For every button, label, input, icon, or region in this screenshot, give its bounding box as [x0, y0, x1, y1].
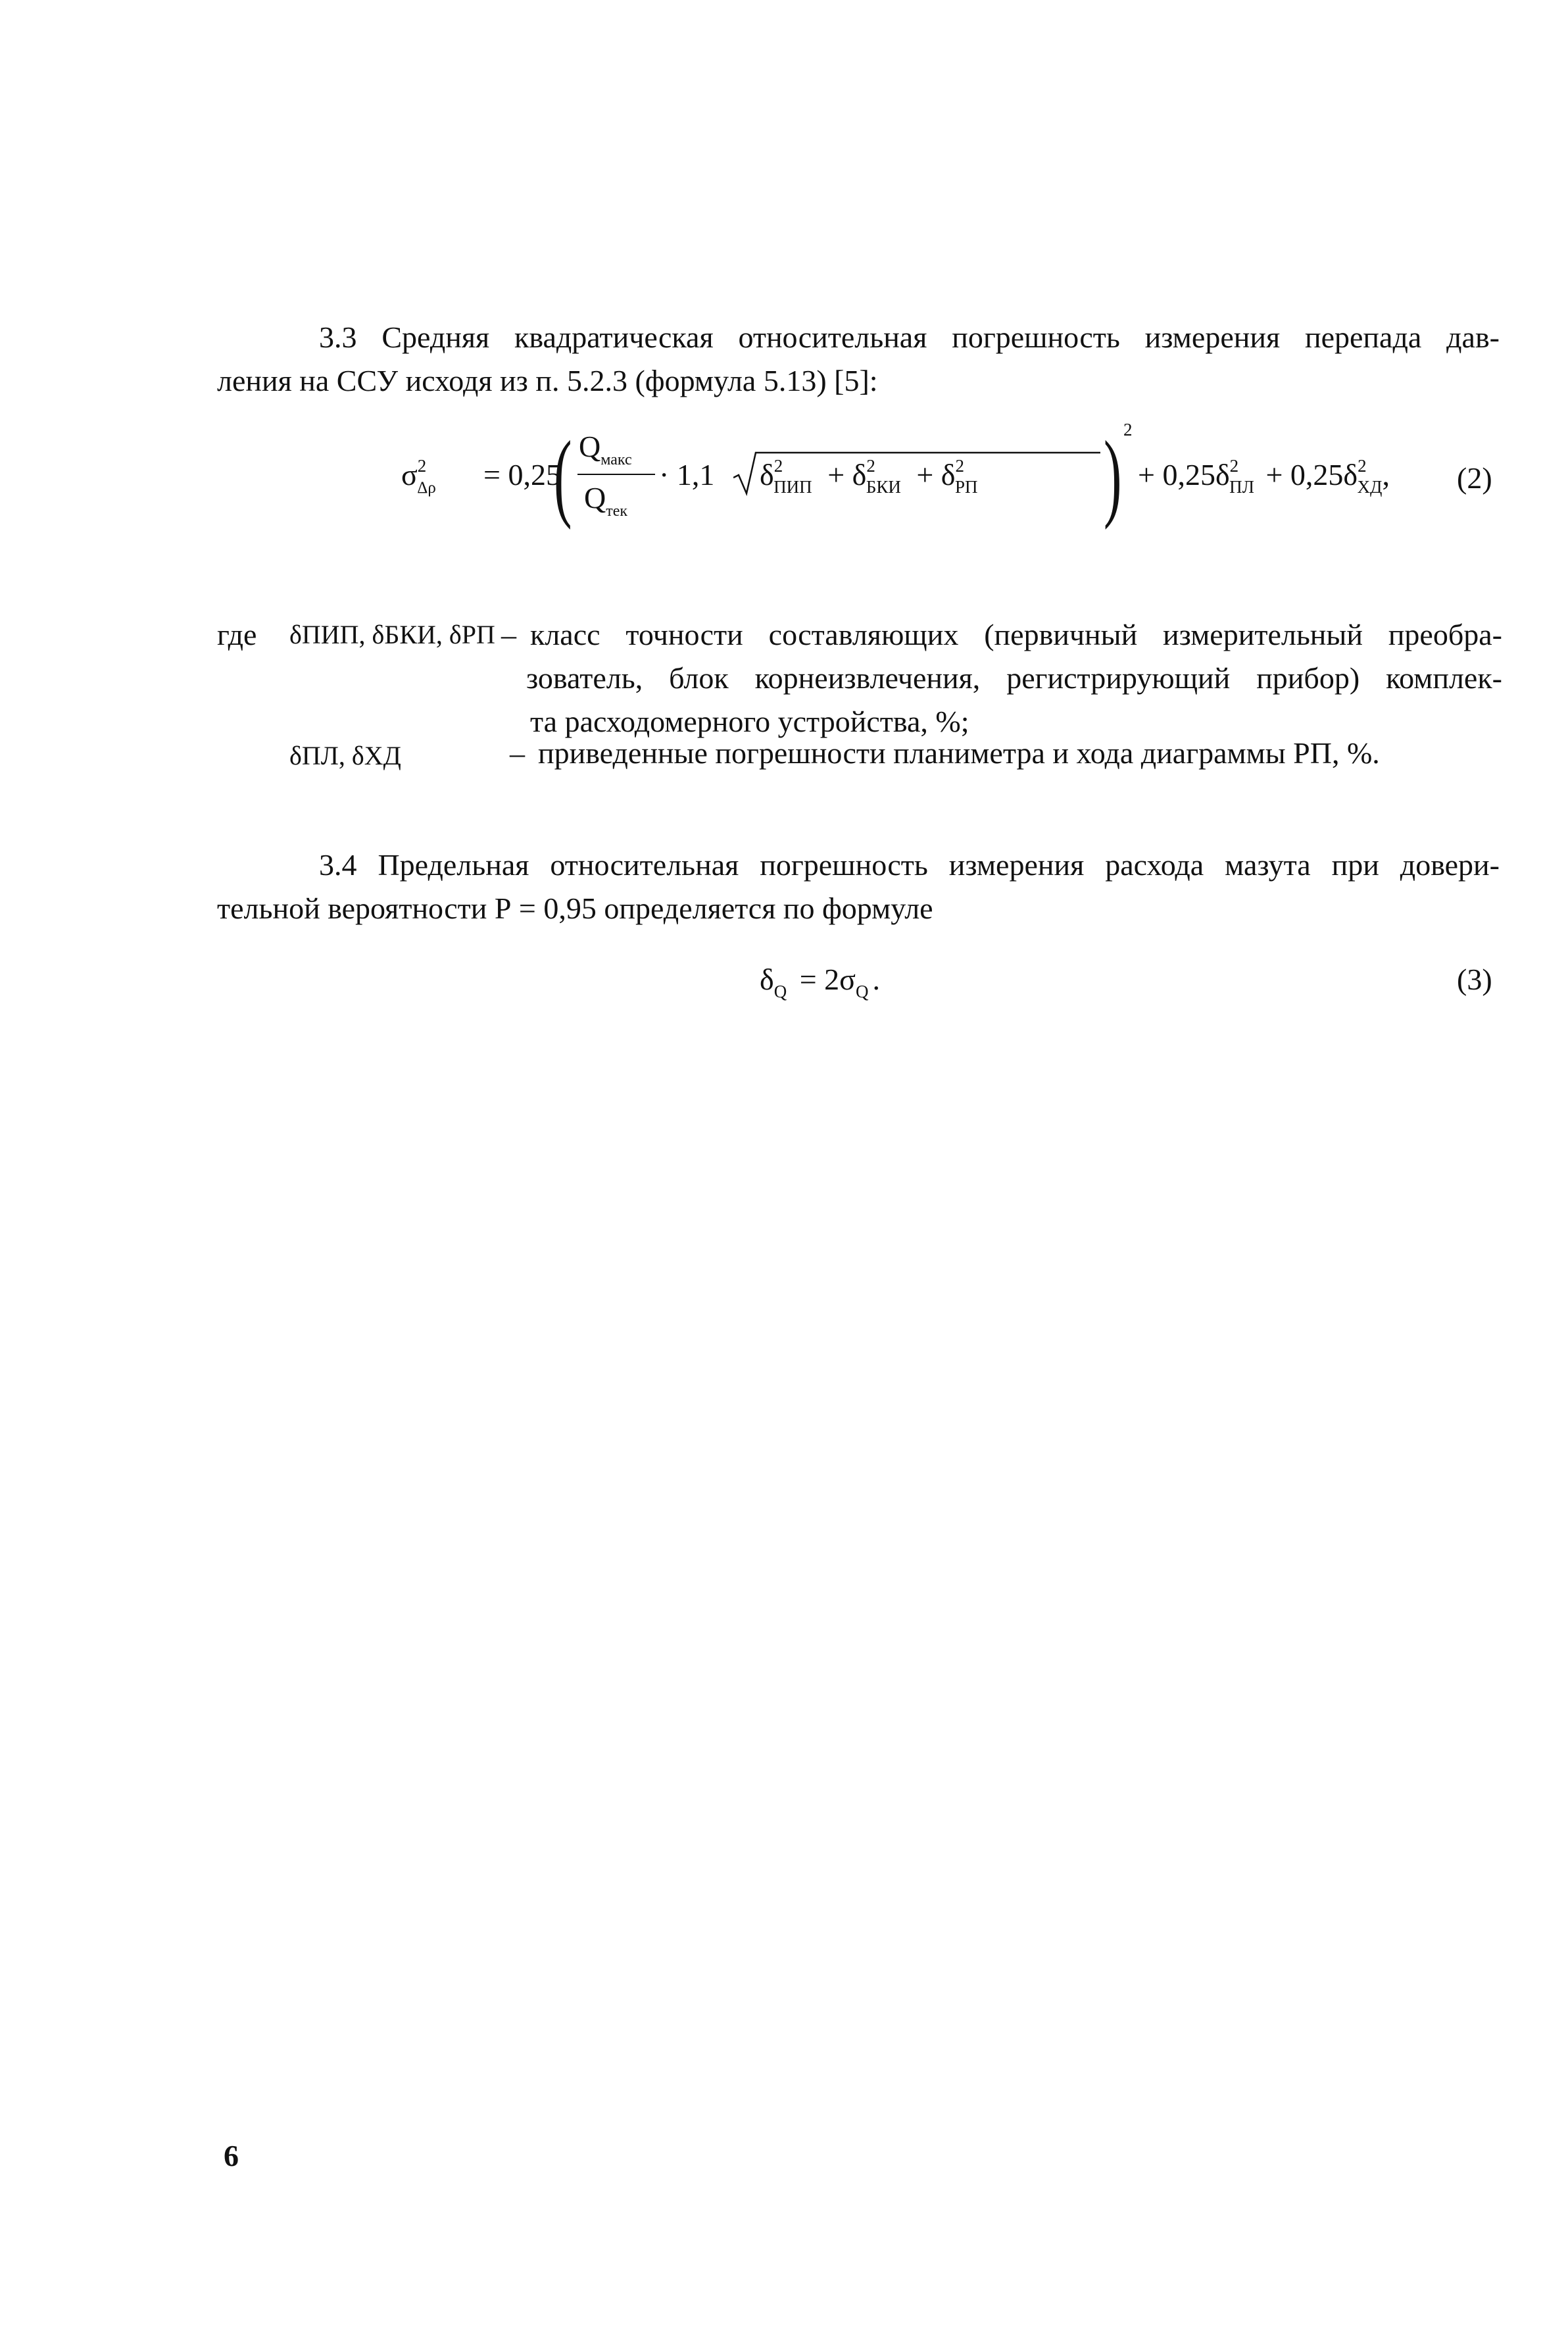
tail-hd-sup: 2	[1358, 456, 1367, 476]
delta-bki-sup: 2	[866, 456, 875, 476]
delta-pip: δ	[760, 458, 774, 491]
paragraph-3-3	[217, 316, 1500, 403]
delta-rp: δ	[941, 458, 956, 491]
right-paren: )	[1104, 421, 1122, 530]
formula-coef: = 0,25	[483, 458, 561, 491]
legend-desc-line: зователь, блок корнеизвлечения, регистрирующий прибор) комплек-	[526, 661, 1502, 695]
paragraph-3-4	[217, 843, 1500, 930]
left-paren: (	[554, 421, 572, 530]
delta-q-sub: Q	[773, 982, 787, 1001]
delta-rp-sup: 2	[955, 456, 964, 476]
paragraph-line: 3.4 Предельная относительная погрешность измерения расхода мазута при довери-	[319, 848, 1500, 882]
sigma-sup: 2	[417, 456, 427, 476]
tail-term-pl: + 0,25δ	[1138, 458, 1230, 491]
formula-3-rhs: = 2σ	[799, 963, 856, 996]
q-denominator-sub: тек	[606, 503, 628, 520]
q-numerator: Q	[579, 430, 601, 463]
paragraph-line: тельной вероятности Р = 0,95 определяется по формуле	[217, 891, 933, 925]
legend-where: где	[217, 618, 257, 651]
delta-pip-sup: 2	[773, 456, 783, 476]
plus-sign: +	[827, 458, 845, 491]
paragraph-line: ления на ССУ исходя из п. 5.2.3 (формула 5.13) [5]:	[217, 364, 878, 397]
equation-number-3: (3)	[1457, 963, 1492, 996]
formula-3	[760, 962, 880, 1001]
paragraph-line: 3.3 Средняя квадратическая относительная погрешность измерения перепада дав-	[319, 320, 1500, 354]
multiplier: · 1,1	[659, 458, 715, 491]
q-denominator: Q	[584, 481, 606, 514]
sigma-q-sub: Q	[855, 982, 869, 1001]
delta-bki-sub: БКИ	[866, 477, 901, 497]
legend-symbols-1: δПИП, δБКИ, δРП	[289, 620, 495, 649]
formula-3-period: .	[872, 963, 880, 996]
formula-2	[401, 420, 1390, 546]
tail-pl-sub: ПЛ	[1229, 477, 1254, 497]
legend-dash-1: –	[501, 618, 516, 651]
tail-pl-sup: 2	[1229, 456, 1239, 476]
legend-desc-1	[526, 613, 1502, 743]
delta-q: δ	[760, 963, 774, 996]
plus-sign: +	[916, 458, 934, 491]
equation-number-2: (2)	[1457, 461, 1492, 495]
tail-hd-sub: ХД	[1357, 477, 1383, 497]
tail-term-hd: + 0,25δ	[1265, 458, 1358, 491]
legend-desc-line: та расходомерного устройства, %;	[530, 705, 969, 738]
page-number: 6	[224, 2139, 239, 2172]
formula-comma: ,	[1382, 458, 1390, 491]
delta-rp-sub: РП	[954, 477, 978, 497]
legend-symbols-2: δПЛ, δХД	[289, 741, 401, 770]
sigma-symbol: σ	[401, 458, 418, 491]
outer-square: 2	[1123, 420, 1133, 439]
legend-desc-2: приведенные погрешности планиметра и хода диаграммы РП, %.	[538, 736, 1380, 770]
delta-pip-sub: ПИП	[773, 477, 812, 497]
fraction-bar	[577, 474, 655, 475]
sigma-sub: Δρ	[417, 479, 436, 497]
legend-dash-2: –	[510, 736, 525, 770]
q-numerator-sub: макс	[600, 451, 632, 468]
delta-bki: δ	[852, 458, 867, 491]
legend-desc-line: класс точности составляющих (первичный измерительный преобра-	[530, 618, 1502, 651]
